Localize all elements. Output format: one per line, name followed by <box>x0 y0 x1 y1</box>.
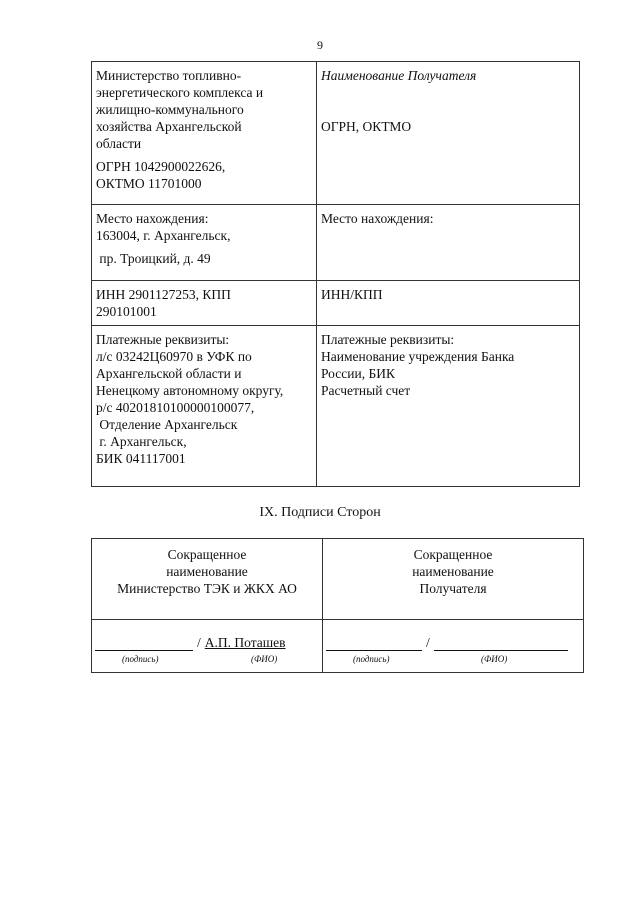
signature-left-cell <box>92 620 323 673</box>
grantor-payment-line: Отделение Архангельск <box>96 417 238 432</box>
signature-slash: / <box>197 635 201 650</box>
grantor-name-line: жилищно-коммунального <box>96 102 244 117</box>
fio-hint: (ФИО) <box>251 654 278 664</box>
signature-header-line: Министерство ТЭК и ЖКХ АО <box>117 581 297 596</box>
recipient-name-placeholder: Наименование Получателя <box>321 68 477 83</box>
requisites-row-payment <box>92 326 580 487</box>
page-number: 9 <box>317 38 323 52</box>
grantor-name-line: области <box>96 136 142 151</box>
recipient-payment-line: Расчетный счет <box>321 383 411 398</box>
grantor-payment-cell <box>92 326 317 487</box>
signature-left-header <box>92 539 323 620</box>
grantor-inn-cell <box>92 281 317 326</box>
signature-right-line <box>326 634 580 652</box>
grantor-name-line: хозяйства Архангельской <box>96 119 242 134</box>
grantor-payment-line: БИК 041117001 <box>96 451 186 466</box>
recipient-ogrn-oktmo: ОГРН, ОКТМО <box>321 119 412 134</box>
signature-blank[interactable] <box>95 635 193 651</box>
signature-right-header <box>323 539 584 620</box>
grantor-oktmo: ОКТМО 11701000 <box>96 176 202 191</box>
fio-blank[interactable] <box>434 635 568 651</box>
recipient-payment-line: Наименование учреждения Банка <box>321 349 515 364</box>
recipient-payment-label: Платежные реквизиты: <box>321 332 455 347</box>
grantor-name-cell <box>92 62 317 205</box>
grantor-payment-line: л/с 03242Ц60970 в УФК по <box>96 349 252 364</box>
recipient-payment-line: России, БИК <box>321 366 395 381</box>
recipient-name-cell <box>317 62 580 205</box>
grantor-address-cell <box>92 205 317 281</box>
grantor-name-line: энергетического комплекса и <box>96 85 264 100</box>
grantor-payment-line: Ненецкому автономному округу, <box>96 383 284 398</box>
recipient-inn-kpp: ИНН/КПП <box>321 287 383 302</box>
grantor-address-line: 163004, г. Архангельск, <box>96 228 231 243</box>
grantor-address-line: пр. Троицкий, д. 49 <box>96 251 211 266</box>
signature-header-line: Сокращенное <box>413 547 493 562</box>
signatures-table <box>91 538 584 673</box>
signature-hint: (подпись) <box>353 654 390 664</box>
signature-fio: А.П. Поташев <box>204 635 286 650</box>
recipient-address-label: Место нахождения: <box>321 211 434 226</box>
grantor-inn-kpp: ИНН 2901127253, КПП <box>96 287 231 302</box>
requisites-table <box>91 61 580 487</box>
recipient-payment-cell <box>317 326 580 487</box>
signature-header-line: Получателя <box>419 581 487 596</box>
section-title: IX. Подписи Сторон <box>259 505 381 520</box>
fio-hint: (ФИО) <box>481 654 508 664</box>
grantor-address-label: Место нахождения: <box>96 211 209 226</box>
signature-right-cell <box>323 620 584 673</box>
signature-blank[interactable] <box>326 635 422 651</box>
grantor-ogrn: ОГРН 1042900022626, <box>96 159 226 174</box>
signature-hint: (подпись) <box>122 654 159 664</box>
signatures-header-row <box>92 539 584 620</box>
signatures-line-row <box>92 620 584 673</box>
requisites-row-inn <box>92 281 580 326</box>
recipient-inn-cell <box>317 281 580 326</box>
grantor-payment-line: р/с 40201810100000100077, <box>96 400 255 415</box>
signature-slash: / <box>426 635 430 650</box>
grantor-payment-line: г. Архангельск, <box>96 434 187 449</box>
requisites-row-address <box>92 205 580 281</box>
signature-header-line: Сокращенное <box>167 547 247 562</box>
signature-header-line: наименование <box>166 564 248 579</box>
recipient-address-cell <box>317 205 580 281</box>
signature-header-line: наименование <box>412 564 494 579</box>
grantor-payment-line: Архангельской области и <box>96 366 242 381</box>
grantor-name-line: Министерство топливно- <box>96 68 242 83</box>
grantor-inn-kpp: 290101001 <box>96 304 157 319</box>
requisites-row-name <box>92 62 580 205</box>
signature-left-line <box>95 634 319 652</box>
grantor-payment-label: Платежные реквизиты: <box>96 332 230 347</box>
